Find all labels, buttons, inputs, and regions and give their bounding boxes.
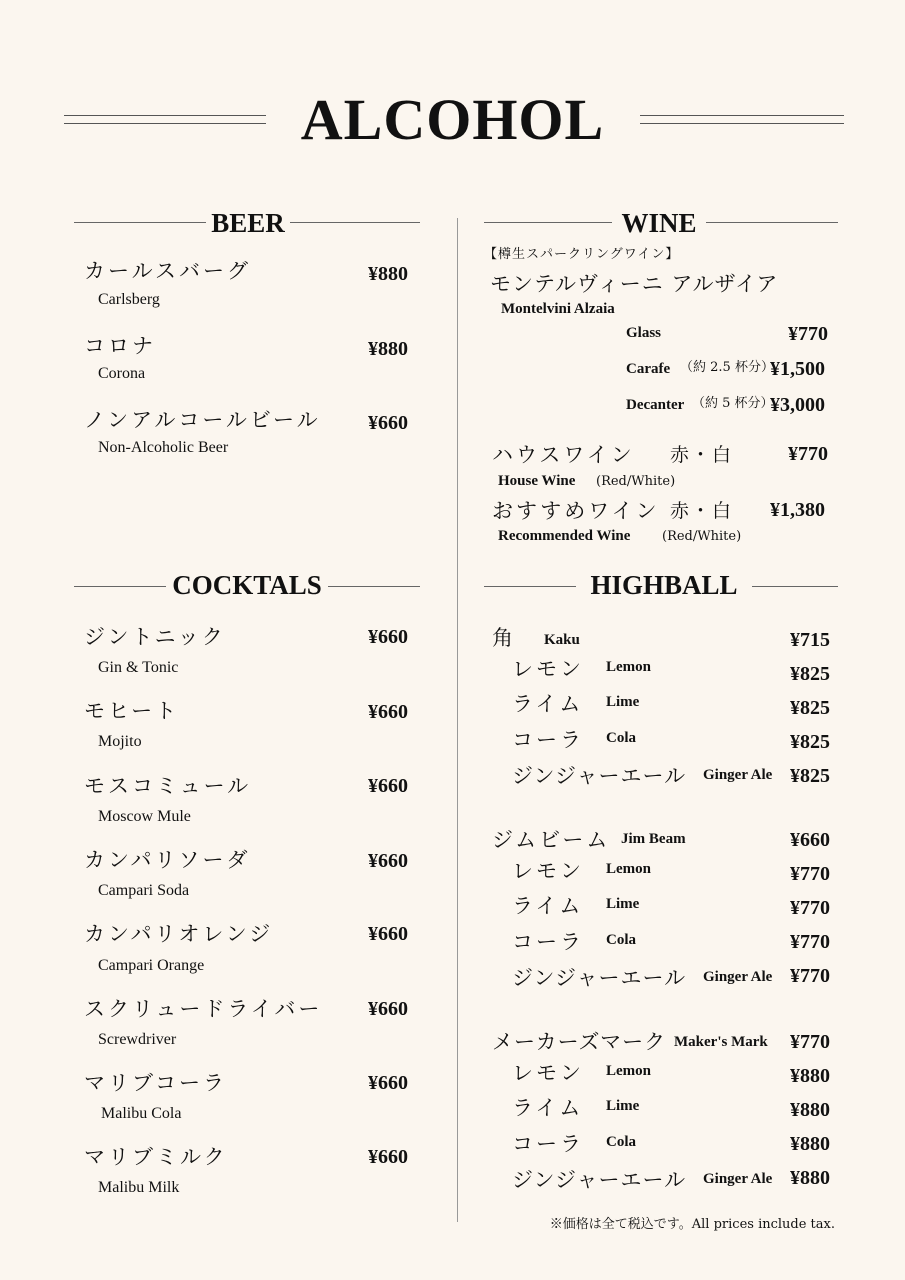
beer-heading: BEER <box>211 208 285 238</box>
highball-group-en: Jim Beam <box>621 831 686 847</box>
beer-item-price: ¥660 <box>368 412 408 434</box>
wine-size-name: Decanter <box>626 397 685 413</box>
cocktail-item-jp: モスコミュール <box>84 774 252 798</box>
highball-sub-jp: コーラ <box>512 1132 584 1156</box>
cocktail-item-jp: カンパリソーダ <box>84 848 251 872</box>
cocktails-heading: COCKTALS <box>172 570 322 600</box>
beer-item-jp: カールスバーグ <box>84 259 251 283</box>
cocktails-rule-right <box>328 586 420 587</box>
beer-rule-right <box>290 222 420 223</box>
beer-item-en: Carlsberg <box>98 291 160 308</box>
house-wine-jp: ハウスワイン <box>492 443 635 467</box>
cocktail-item-en: Gin & Tonic <box>98 659 179 676</box>
highball-sub-jp: ジンジャーエール <box>512 966 687 990</box>
highball-sub-en: Cola <box>606 1134 636 1150</box>
recommended-wine-price: ¥1,380 <box>770 499 825 521</box>
highball-sub-en: Lemon <box>606 861 651 877</box>
wine-rule-left <box>484 222 612 223</box>
house-wine-price: ¥770 <box>788 443 828 465</box>
highball-heading: HIGHBALL <box>590 570 738 600</box>
highball-sub-en: Ginger Ale <box>703 767 773 783</box>
highball-group-jp: 角 <box>492 626 516 650</box>
recommended-wine-jp: おすすめワイン <box>492 499 660 523</box>
wine-sparkling-label: 【樽生スパークリングワイン】 <box>484 247 680 262</box>
cocktail-item-price: ¥660 <box>368 1146 408 1168</box>
highball-group-en: Maker's Mark <box>674 1034 768 1050</box>
beer-item-price: ¥880 <box>368 263 408 285</box>
highball-rule-right <box>752 586 838 587</box>
wine-size-price: ¥3,000 <box>770 394 825 416</box>
cocktail-item-price: ¥660 <box>368 998 408 1020</box>
beer-item-jp: コロナ <box>84 334 156 358</box>
highball-group-price: ¥660 <box>790 829 830 851</box>
cocktails-rule-left <box>74 586 166 587</box>
recommended-wine-color: 赤・白 <box>670 500 734 522</box>
highball-rule-left <box>484 586 576 587</box>
recommended-wine-en: Recommended Wine <box>498 528 631 544</box>
highball-sub-en: Lime <box>606 896 640 912</box>
cocktail-item-price: ¥660 <box>368 775 408 797</box>
highball-sub-en: Lemon <box>606 1063 651 1079</box>
cocktail-item-en: Campari Orange <box>98 957 205 974</box>
cocktail-item-price: ¥660 <box>368 850 408 872</box>
highball-group-price: ¥770 <box>790 1031 830 1053</box>
highball-sub-jp: コーラ <box>512 930 584 954</box>
wine-size-price: ¥770 <box>788 323 828 345</box>
wine-size-note: （約 2.5 杯分） <box>680 360 774 375</box>
highball-sub-en: Lime <box>606 694 640 710</box>
wine-size-name: Glass <box>626 325 662 341</box>
recommended-wine-en-note: (Red/White) <box>662 529 742 544</box>
cocktail-item-en: Mojito <box>98 733 142 750</box>
highball-sub-price: ¥825 <box>790 765 830 787</box>
highball-group-price: ¥715 <box>790 629 830 651</box>
highball-sub-price: ¥880 <box>790 1133 830 1155</box>
highball-sub-en: Cola <box>606 730 636 746</box>
cocktail-item-price: ¥660 <box>368 701 408 723</box>
beer-item-en: Non-Alcoholic Beer <box>98 439 229 456</box>
cocktail-item-price: ¥660 <box>368 626 408 648</box>
highball-sub-price: ¥825 <box>790 697 830 719</box>
cocktail-item-jp: カンパリオレンジ <box>84 922 274 946</box>
highball-sub-price: ¥880 <box>790 1167 830 1189</box>
cocktail-item-jp: マリブミルク <box>84 1145 228 1169</box>
highball-sub-price: ¥880 <box>790 1099 830 1121</box>
beer-item-price: ¥880 <box>368 338 408 360</box>
highball-sub-jp: ライム <box>512 692 584 716</box>
highball-sub-jp: レモン <box>512 859 584 883</box>
highball-sub-en: Cola <box>606 932 636 948</box>
house-wine-en-note: (Red/White) <box>596 474 676 489</box>
wine-rule-right <box>706 222 838 223</box>
wine-sparkling-en: Montelvini Alzaia <box>501 301 615 317</box>
beer-item-en: Corona <box>98 365 146 382</box>
cocktail-item-jp: スクリュードライバー <box>84 997 323 1021</box>
wine-size-name: Carafe <box>626 361 671 377</box>
wine-sparkling-jp: モンテルヴィーニ アルザイア <box>490 272 779 296</box>
cocktail-item-en: Screwdriver <box>98 1031 177 1048</box>
house-wine-color: 赤・白 <box>670 444 734 466</box>
wine-size-price: ¥1,500 <box>770 358 825 380</box>
highball-sub-price: ¥825 <box>790 731 830 753</box>
highball-sub-jp: ジンジャーエール <box>512 1168 687 1192</box>
wine-heading: WINE <box>621 208 697 238</box>
highball-group-jp: ジムビーム <box>492 828 611 852</box>
beer-rule-left <box>74 222 206 223</box>
cocktail-item-jp: マリブコーラ <box>84 1071 227 1095</box>
highball-sub-price: ¥770 <box>790 897 830 919</box>
highball-sub-jp: コーラ <box>512 728 584 752</box>
highball-sub-en: Ginger Ale <box>703 969 773 985</box>
house-wine-en: House Wine <box>498 473 576 489</box>
wine-size-note: （約 5 杯分） <box>692 396 774 411</box>
highball-sub-jp: ライム <box>512 1096 584 1120</box>
highball-group-jp: メーカーズマーク <box>492 1030 667 1054</box>
highball-sub-price: ¥880 <box>790 1065 830 1087</box>
cocktail-item-en: Campari Soda <box>98 882 190 899</box>
highball-group-en: Kaku <box>544 632 580 648</box>
highball-sub-price: ¥770 <box>790 931 830 953</box>
highball-sub-price: ¥770 <box>790 863 830 885</box>
tax-note: ※価格は全て税込です。All prices include tax. <box>549 1217 835 1232</box>
cocktail-item-en: Moscow Mule <box>98 808 191 825</box>
cocktail-item-jp: ジントニック <box>84 625 226 649</box>
highball-sub-price: ¥770 <box>790 965 830 987</box>
cocktail-item-price: ¥660 <box>368 923 408 945</box>
beer-item-jp: ノンアルコールビール <box>84 408 321 432</box>
cocktail-item-en: Malibu Cola <box>101 1105 182 1122</box>
highball-sub-en: Lime <box>606 1098 640 1114</box>
page-title: ALCOHOL <box>300 87 605 152</box>
cocktail-item-en: Malibu Milk <box>98 1179 180 1196</box>
highball-sub-jp: レモン <box>512 1061 584 1085</box>
highball-sub-en: Ginger Ale <box>703 1171 773 1187</box>
highball-sub-jp: ライム <box>512 894 584 918</box>
highball-sub-jp: レモン <box>512 657 584 681</box>
title-rule-right <box>640 115 844 124</box>
highball-sub-en: Lemon <box>606 659 651 675</box>
cocktail-item-price: ¥660 <box>368 1072 408 1094</box>
highball-sub-price: ¥825 <box>790 663 830 685</box>
highball-sub-jp: ジンジャーエール <box>512 764 687 788</box>
cocktail-item-jp: モヒート <box>84 699 180 723</box>
column-divider <box>457 218 458 1222</box>
